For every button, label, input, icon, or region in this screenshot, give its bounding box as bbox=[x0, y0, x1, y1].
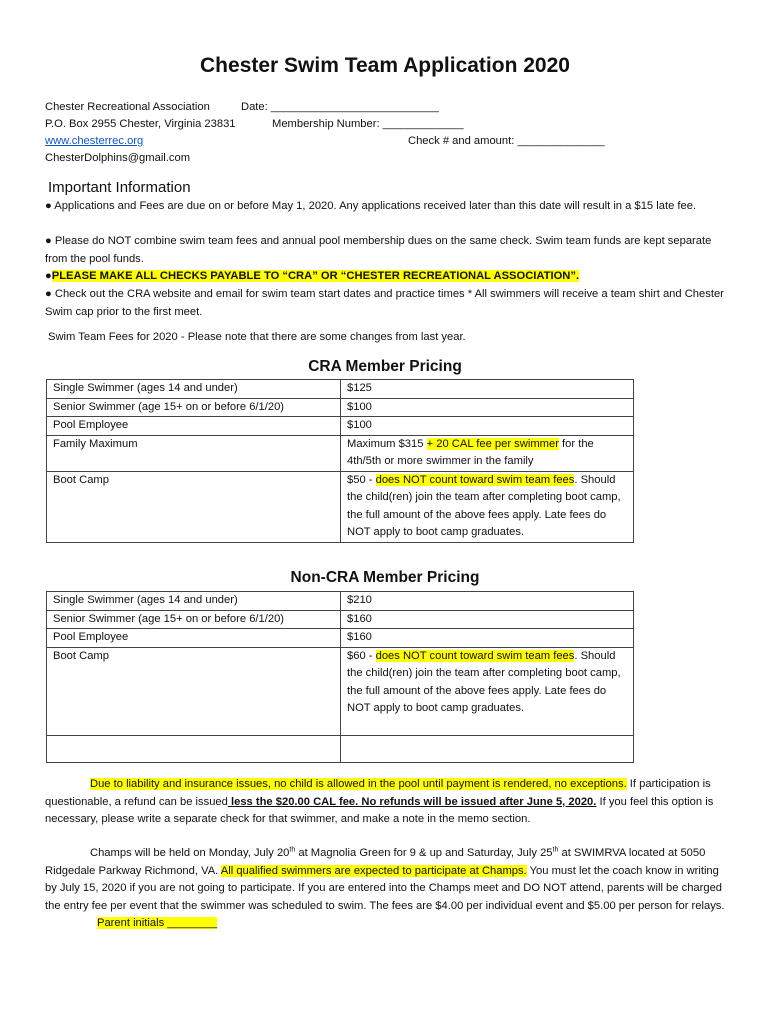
fee-label: Boot Camp bbox=[47, 647, 341, 735]
bullet-due-date: ● Applications and Fees are due on or before May 1, 2020. Any applications received later than this date will result in a $15 late fee. bbox=[45, 200, 697, 212]
champs-text: You must let the coach know in writing by July 15, 2020 if you are not going to participate. If you are entered into the Champs meet and DO NOT attend, parents will be charged the entry fee per event that the swimmer was scheduled to swim. The fees are $4.00 per individual event and $5.00 per person for relays. bbox=[45, 864, 725, 912]
fee-price: $125 bbox=[341, 380, 634, 399]
table-row bbox=[47, 471, 634, 542]
liability-highlight: Due to liability and insurance issues, no child is allowed in the pool until payment is rendered, no exceptions. bbox=[90, 778, 627, 790]
parent-initials-field: Parent initials ________ bbox=[97, 917, 218, 929]
fee-label: Family Maximum bbox=[47, 435, 341, 471]
ordinal-suffix: th bbox=[289, 846, 296, 854]
fee-price: $210 bbox=[341, 592, 634, 611]
bullet-separate-checks: ● Please do NOT combine swim team fees and annual pool membership dues on the same check. Swim team funds are kept separate from the pool funds. bbox=[45, 235, 712, 265]
fee-label: Single Swimmer (ages 14 and under) bbox=[47, 380, 341, 399]
ordinal-suffix: th bbox=[552, 846, 559, 854]
liability-text: If participation is questionable, a refund can be issued bbox=[45, 778, 711, 808]
contact-email: ChesterDolphins@gmail.com bbox=[45, 152, 191, 164]
table-row bbox=[47, 647, 634, 735]
cra-pricing-heading: CRA Member Pricing bbox=[308, 358, 462, 375]
table-row bbox=[47, 592, 634, 611]
fees-note: Swim Team Fees for 2020 - Please note that there are some changes from last year. bbox=[48, 331, 466, 343]
price-text: . Should the child(ren) join the team after completing boot camp, the full amount of the above fees apply. Late fees do NOT apply to boot camp graduates. bbox=[347, 473, 621, 538]
bullet-website-info: ● Check out the CRA website and email for swim team start dates and practice times * All swimmers will receive a team shirt and Chester Swim cap prior to the first meet. bbox=[45, 288, 724, 318]
table-row-blank bbox=[47, 735, 634, 762]
fee-label: Senior Swimmer (age 15+ on or before 6/1/20) bbox=[47, 398, 341, 417]
price-text: . Should the child(ren) join the team after completing boot camp, the full amount of the above fees apply. Late fees do NOT apply to boot camp graduates. bbox=[347, 649, 621, 714]
fee-label: Senior Swimmer (age 15+ on or before 6/1/20) bbox=[47, 610, 341, 629]
website-link[interactable]: www.chesterrec.org bbox=[45, 135, 144, 147]
org-address: P.O. Box 2955 Chester, Virginia 23831 bbox=[45, 118, 236, 130]
table-row bbox=[47, 610, 634, 629]
table-row bbox=[47, 629, 634, 648]
bullet-marker: ● bbox=[45, 270, 52, 282]
champs-paragraph bbox=[45, 845, 725, 933]
payable-to-highlight: PLEASE MAKE ALL CHECKS PAYABLE TO “CRA” OR “CHESTER RECREATIONAL ASSOCIATION”. bbox=[51, 270, 580, 282]
champs-text: at Magnolia Green for 9 & up and Saturday, July 25 bbox=[295, 847, 553, 859]
refund-policy-underline: less the $20.00 CAL fee. No refunds will be issued after June 5, 2020. bbox=[227, 795, 597, 808]
liability-text: If you feel this option is necessary, please write a separate check for that swimmer, and make a note in the memo section. bbox=[45, 795, 714, 825]
table-row bbox=[47, 417, 634, 436]
org-name: Chester Recreational Association bbox=[45, 101, 210, 113]
champs-text: Champs will be held on Monday, July 20 bbox=[90, 847, 290, 859]
fee-price: $100 bbox=[341, 398, 634, 417]
bullet-payable-to bbox=[45, 268, 725, 286]
blank-cell bbox=[47, 735, 341, 762]
noncra-pricing-table bbox=[46, 591, 634, 763]
cra-pricing-table bbox=[46, 379, 634, 543]
fee-label: Single Swimmer (ages 14 and under) bbox=[47, 592, 341, 611]
fee-price: $160 bbox=[341, 629, 634, 648]
fee-price: $100 bbox=[341, 417, 634, 436]
check-amount-field: Check # and amount: ______________ bbox=[408, 135, 605, 147]
fee-label: Pool Employee bbox=[47, 417, 341, 436]
fee-price-family bbox=[341, 435, 634, 471]
liability-paragraph bbox=[45, 776, 725, 829]
price-text: Maximum $315 bbox=[347, 437, 427, 450]
cal-fee-highlight: + 20 CAL fee per swimmer bbox=[426, 437, 559, 450]
champs-highlight: All qualified swimmers are expected to participate at Champs. bbox=[220, 864, 527, 877]
bootcamp-highlight: does NOT count toward swim team fees bbox=[375, 649, 575, 662]
price-text: $60 - bbox=[347, 649, 376, 662]
page-title: Chester Swim Team Application 2020 bbox=[200, 54, 570, 77]
bootcamp-highlight: does NOT count toward swim team fees bbox=[375, 473, 575, 486]
price-text: $50 - bbox=[347, 473, 376, 486]
date-field: Date: ___________________________ bbox=[241, 101, 439, 113]
important-info-heading: Important Information bbox=[48, 179, 191, 196]
table-row bbox=[47, 380, 634, 399]
table-row bbox=[47, 435, 634, 471]
noncra-pricing-heading: Non-CRA Member Pricing bbox=[290, 569, 480, 586]
table-row bbox=[47, 398, 634, 417]
fee-price-bootcamp bbox=[341, 471, 634, 542]
champs-text: at SWIMRVA located at 5050 Ridgedale Parkway Richmond, VA. bbox=[45, 847, 706, 877]
fee-label: Pool Employee bbox=[47, 629, 341, 648]
price-text: for the 4th/5th or more swimmer in the family bbox=[347, 437, 594, 467]
fee-label: Boot Camp bbox=[47, 471, 341, 542]
fee-price: $160 bbox=[341, 610, 634, 629]
membership-number-field: Membership Number: _____________ bbox=[272, 118, 464, 130]
blank-cell bbox=[341, 735, 634, 762]
fee-price-bootcamp bbox=[341, 647, 634, 735]
